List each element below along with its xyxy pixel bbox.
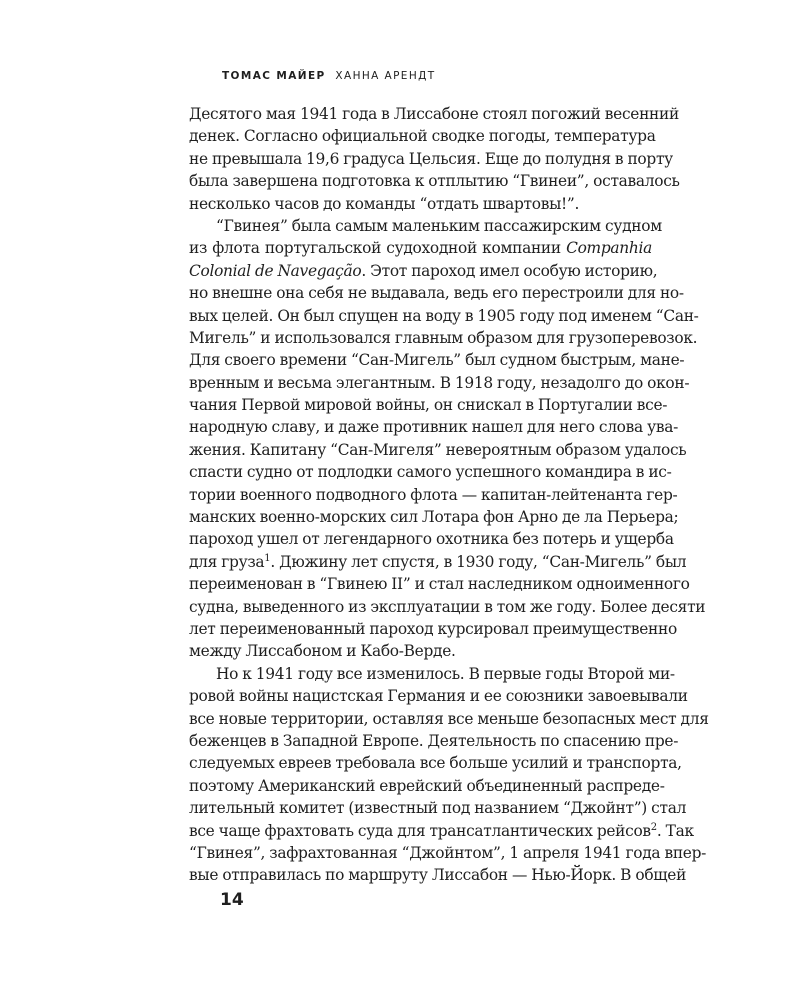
text-line: вых целей. Он был спущен на воду в 1905 году под именем “Сан- (189, 306, 699, 325)
text-line: Но к 1941 году все изменилось. В первые годы Второй ми- (216, 664, 675, 683)
text-line: не превышала 19,6 градуса Цельсия. Еще до полудня в порту (189, 149, 673, 168)
text-line (189, 820, 694, 842)
text-fragment: все чаще фрахтовать суда для трансатлантических рейсов (189, 821, 651, 840)
footnote-marker: 2 (650, 821, 657, 833)
running-head-author: ТОМАС МАЙЕР (222, 70, 326, 82)
text-line (189, 237, 652, 259)
text-line: вренным и весьма элегантным. В 1918 году, незадолго до окон- (189, 373, 690, 392)
page-number: 14 (220, 890, 244, 910)
running-head-title: ХАННА АРЕНДТ (335, 70, 436, 82)
text-line: переименован в “Гвинею II” и стал наследником одноименного (189, 575, 690, 594)
text-line: все новые территории, оставляя все меньше безопасных мест для (189, 709, 709, 728)
text-line: Для своего времени “Сан-Мигель” был судном быстрым, мане- (189, 351, 685, 370)
text-line: Десятого мая 1941 года в Лиссабоне стоял погожий весенний (189, 105, 679, 123)
running-head (222, 70, 436, 82)
text-line: между Лиссабоном и Кабо-Верде. (189, 642, 456, 661)
company-name-first-word: Companhia (566, 239, 652, 258)
company-name: Colonial de Navegação (189, 261, 362, 280)
body-text (189, 103, 709, 887)
text-line: беженцев в Западной Европе. Деятельность по спасению пре- (189, 731, 679, 750)
text-line: “Гвинея” была самым маленьким пассажирским судном (216, 216, 662, 235)
text-line: несколько часов до команды “отдать швартовы!”. (189, 194, 580, 213)
text-line: денек. Согласно официальной сводке погоды, температура (189, 127, 656, 146)
text-line: лет переименованный пароход курсировал преимущественно (189, 619, 677, 638)
text-line (189, 551, 687, 573)
text-line: народную славу, и даже противник нашел для него слова ува- (189, 418, 678, 437)
text-line: жения. Капитану “Сан-Мигеля” невероятным образом удалось (189, 440, 687, 459)
text-line: спасти судно от подлодки самого успешного командира в ис- (189, 463, 672, 482)
text-fragment: . Этот пароход имел особую историю, (361, 261, 658, 280)
text-line: лительный комитет (известный под названием “Джойнт”) стал (189, 799, 687, 818)
text-fragment: . Дюжину лет спустя, в 1930 году, “Сан-Мигель” был (270, 552, 687, 571)
text-fragment: из флота португальской судоходной компании (189, 239, 561, 258)
text-line: следуемых евреев требовала все больше усилий и транспорта, (189, 754, 682, 773)
text-line: вые отправилась по маршруту Лиссабон — Нью-Йорк. В общей (189, 866, 687, 885)
text-line: но внешне она себя не выдавала, ведь его перестроили для но- (189, 284, 684, 303)
text-line: поэтому Американский еврейский объединенный распреде- (189, 776, 665, 795)
text-line (189, 260, 658, 282)
text-line: судна, выведенного из эксплуатации в том же году. Более десяти (189, 597, 706, 616)
text-line: была завершена подготовка к отплытию “Гвинеи”, оставалось (189, 172, 680, 191)
text-line: манских военно-морских сил Лотара фон Арно де ла Перьера; (189, 508, 679, 527)
text-fragment: . Так (656, 821, 694, 840)
text-line: тории военного подводного флота — капитан-лейтенанта гер- (189, 485, 678, 504)
text-line: Мигель” и использовался главным образом для грузоперевозок. (189, 328, 698, 347)
text-line: пароход ушел от легендарного охотника без потерь и ущерба (189, 530, 674, 549)
footnote-marker: 1 (264, 552, 271, 564)
text-line: ровой войны нацистская Германия и ее союзники завоевывали (189, 687, 688, 706)
text-fragment: для груза (189, 552, 265, 571)
text-line: “Гвинея”, зафрахтованная “Джойнтом”, 1 апреля 1941 года впер- (189, 843, 707, 862)
text-line: чания Первой мировой войны, он снискал в Португалии все- (189, 396, 668, 415)
